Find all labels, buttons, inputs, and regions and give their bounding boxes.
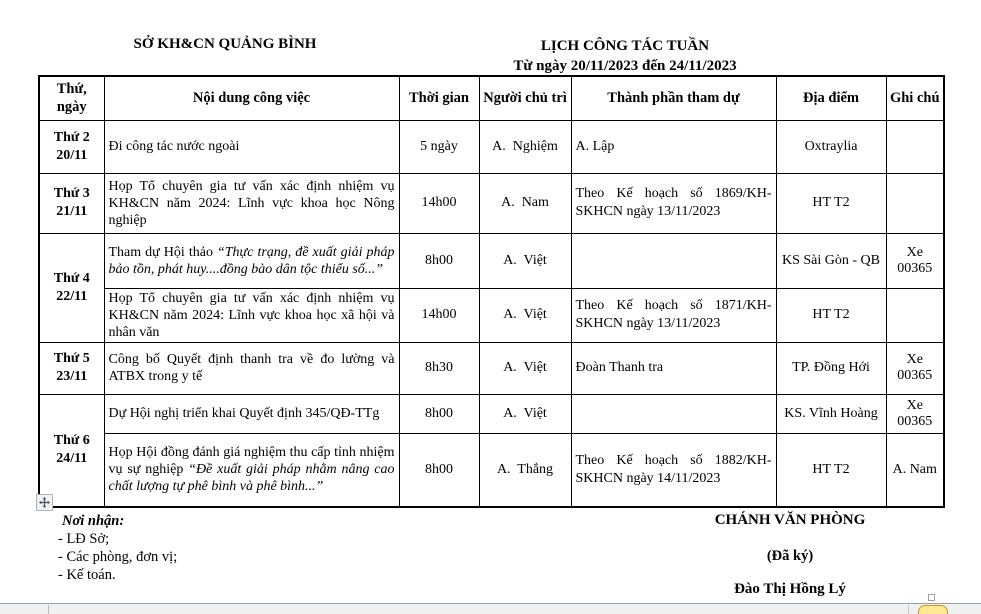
cell-location: HT T2	[776, 173, 886, 233]
table-row	[39, 394, 944, 433]
cell-location: TP. Đồng Hới	[776, 342, 886, 394]
recipient-item: - Các phòng, đơn vị;	[58, 549, 178, 565]
cell-content: Họp Tổ chuyên gia tư vấn xác định nhiệm vụ KH&CN năm 2024: Lĩnh vực khoa học xã hội và nhân văn	[104, 288, 399, 342]
cell-time: 14h00	[399, 288, 479, 342]
cell-chair: A. Việt	[479, 233, 571, 288]
cell-time: 8h00	[399, 233, 479, 288]
horizontal-scrollbar[interactable]	[0, 603, 981, 614]
doc-title: LỊCH CÔNG TÁC TUẦN	[540, 38, 710, 54]
table-row	[39, 173, 944, 233]
cell-day: Thứ 2 20/11	[39, 120, 104, 173]
cell-location: HT T2	[776, 288, 886, 342]
table-header-row	[39, 76, 944, 120]
cell-content: Dự Hội nghị triển khai Quyết định 345/QĐ-TTg	[104, 394, 399, 433]
cell-participants	[571, 233, 776, 288]
signed-note: (Đã ký)	[766, 548, 814, 564]
cell-participants: Đoàn Thanh tra	[571, 342, 776, 394]
cell-location: KS. Vĩnh Hoàng	[776, 394, 886, 433]
col-header-chair: Người chủ trì	[479, 76, 571, 120]
cell-content: Công bố Quyết định thanh tra về đo lường và ATBX trong y tế	[104, 342, 399, 394]
cell-time: 8h00	[399, 394, 479, 433]
scrollbar-divider	[48, 605, 49, 614]
col-header-participants: Thành phần tham dự	[571, 76, 776, 120]
cell-content: Họp Hội đồng đánh giá nghiệm thu cấp tỉnh nhiệm vụ sự nghiệp “Đề xuất giải pháp nhằm nâng cao chất lượng tự phê bình và phê bình...”	[104, 433, 399, 507]
cell-note: Xe 00365	[886, 342, 944, 394]
cell-chair: A. Nam	[479, 173, 571, 233]
cell-note: Xe 00365	[886, 233, 944, 288]
cell-chair: A. Việt	[479, 288, 571, 342]
cell-day: Thứ 4 22/11	[39, 233, 104, 342]
col-header-day: Thứ, ngày	[39, 76, 104, 120]
cell-participants: Theo Kế hoạch số 1871/KH-SKHCN ngày 13/11/2023	[571, 288, 776, 342]
cell-chair: A. Nghiệm	[479, 120, 571, 173]
col-header-note: Ghi chú	[886, 76, 944, 120]
table-row	[39, 120, 944, 173]
cell-content: Đi công tác nước ngoài	[104, 120, 399, 173]
table-row	[39, 433, 944, 507]
col-header-location: Địa điểm	[776, 76, 886, 120]
table-row	[39, 342, 944, 394]
anchor-square-icon	[928, 594, 935, 601]
table-move-handle-icon[interactable]	[36, 494, 53, 511]
recipients-block	[58, 512, 177, 584]
scrollbar-divider	[908, 605, 909, 614]
doc-title-block	[415, 36, 835, 76]
cell-time: 5 ngày	[399, 120, 479, 173]
cell-content: Tham dự Hội thảo “Thực trạng, đề xuất giải pháp bảo tồn, phát huy....đồng bào dân tộc thiểu số...”	[104, 233, 399, 288]
col-header-content: Nội dung công việc	[104, 76, 399, 120]
cell-note: Xe 00365	[886, 394, 944, 433]
cell-participants: A. Lập	[571, 120, 776, 173]
org-name: SỞ KH&CN QUẢNG BÌNH	[133, 36, 317, 52]
cell-participants: Theo Kế hoạch số 1869/KH-SKHCN ngày 13/11/2023	[571, 173, 776, 233]
cell-participants	[571, 394, 776, 433]
recipient-item: - Kế toán.	[58, 567, 116, 583]
cell-time: 14h00	[399, 173, 479, 233]
cell-participants: Theo Kế hoạch số 1882/KH-SKHCN ngày 14/11/2023	[571, 433, 776, 507]
cell-note: A. Nam	[886, 433, 944, 507]
cell-location: KS Sài Gòn - QB	[776, 233, 886, 288]
doc-subtitle: Từ ngày 20/11/2023 đến 24/11/2023	[513, 58, 737, 74]
cell-time: 8h00	[399, 433, 479, 507]
table-row	[39, 288, 944, 342]
cell-content: Họp Tổ chuyên gia tư vấn xác định nhiệm vụ KH&CN năm 2024: Lĩnh vực khoa học Nông nghiệp	[104, 173, 399, 233]
col-header-time: Thời gian	[399, 76, 479, 120]
cell-day: Thứ 6 24/11	[39, 394, 104, 507]
cell-note	[886, 173, 944, 233]
schedule-table	[38, 75, 945, 508]
cell-location: Oxtraylia	[776, 120, 886, 173]
cell-day: Thứ 5 23/11	[39, 342, 104, 394]
cell-chair: A. Việt	[479, 342, 571, 394]
cell-chair: A. Thắng	[479, 433, 571, 507]
cell-note	[886, 120, 944, 173]
signer-title: CHÁNH VĂN PHÒNG	[714, 512, 866, 528]
cell-note	[886, 288, 944, 342]
cell-location: HT T2	[776, 433, 886, 507]
cell-time: 8h30	[399, 342, 479, 394]
table-row	[39, 233, 944, 288]
cell-day: Thứ 3 21/11	[39, 173, 104, 233]
status-indicator	[918, 605, 948, 614]
recipient-item: - LĐ Sở;	[58, 531, 110, 547]
signer-name: Đào Thị Hồng Lý	[734, 581, 846, 597]
cell-chair: A. Việt	[479, 394, 571, 433]
recipients-label: Nơi nhận:	[62, 513, 125, 529]
